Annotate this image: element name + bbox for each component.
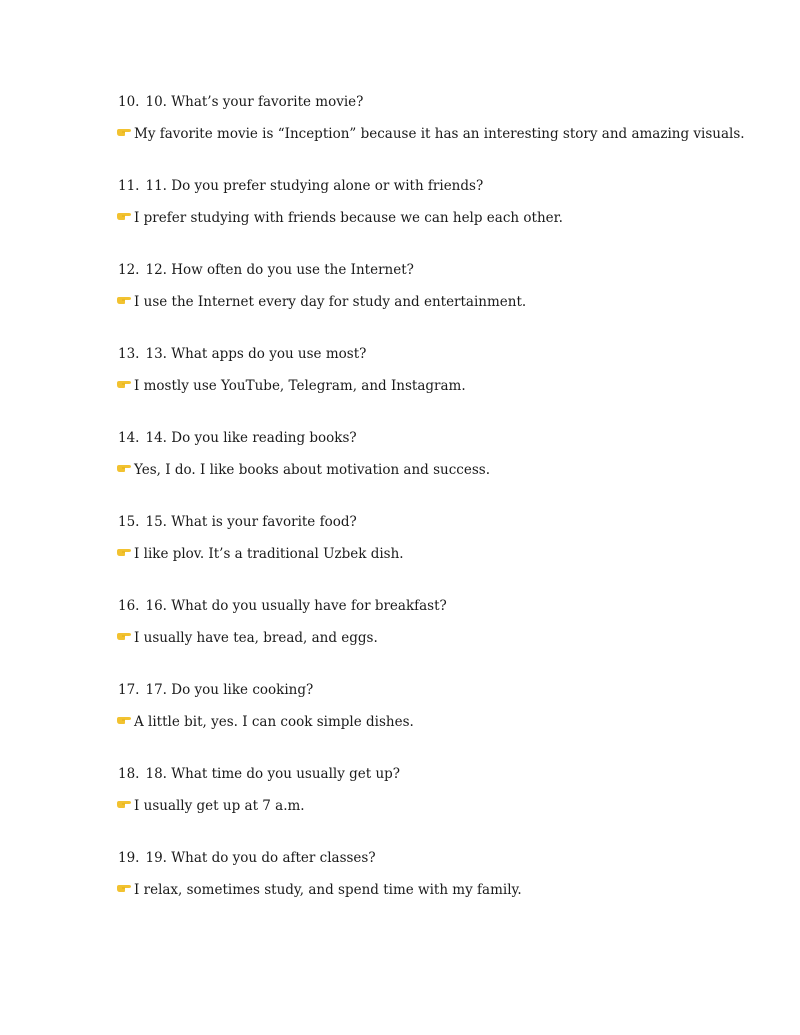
answer <box>116 124 745 144</box>
pointing-hand-icon <box>116 211 132 221</box>
answer-text: I usually get up at 7 a.m. <box>134 798 305 814</box>
question-text: 10. What’s your favorite movie? <box>145 94 364 110</box>
question <box>118 428 357 448</box>
qa-item <box>118 260 758 344</box>
qa-item <box>118 596 758 680</box>
qa-item <box>118 764 758 848</box>
qa-item <box>118 92 758 176</box>
qa-item <box>118 344 758 428</box>
qa-item <box>118 428 758 512</box>
question-number: 12. <box>118 262 140 278</box>
question <box>118 344 366 364</box>
question <box>118 596 447 616</box>
answer-text: I use the Internet every day for study and entertainment. <box>134 294 527 310</box>
question-text: 16. What do you usually have for breakfast? <box>145 598 447 614</box>
question-text: 11. Do you prefer studying alone or with friends? <box>145 178 484 194</box>
pointing-hand-icon <box>116 379 132 389</box>
qa-item <box>118 512 758 596</box>
question-number: 11. <box>118 178 140 194</box>
answer <box>116 544 404 564</box>
pointing-hand-icon <box>116 127 132 137</box>
question <box>118 764 400 784</box>
question-text: 14. Do you like reading books? <box>145 430 357 446</box>
answer-text: Yes, I do. I like books about motivation and success. <box>134 462 490 478</box>
question-text: 13. What apps do you use most? <box>145 346 367 362</box>
answer <box>116 208 563 228</box>
pointing-hand-icon <box>116 463 132 473</box>
answer <box>116 628 378 648</box>
question <box>118 848 376 868</box>
pointing-hand-icon <box>116 631 132 641</box>
answer <box>116 712 414 732</box>
answer-text: I usually have tea, bread, and eggs. <box>134 630 378 646</box>
question-number: 15. <box>118 514 140 530</box>
question-number: 14. <box>118 430 140 446</box>
question-text: 15. What is your favorite food? <box>145 514 357 530</box>
question <box>118 512 357 532</box>
answer <box>116 460 490 480</box>
question-text: 12. How often do you use the Internet? <box>145 262 414 278</box>
question-number: 19. <box>118 850 140 866</box>
question <box>118 92 363 112</box>
question-text: 19. What do you do after classes? <box>145 850 376 866</box>
qa-item <box>118 680 758 764</box>
pointing-hand-icon <box>116 883 132 893</box>
answer-text: I prefer studying with friends because we can help each other. <box>134 210 563 226</box>
answer-text: My favorite movie is “Inception” because it has an interesting story and amazing visuals. <box>134 126 745 142</box>
answer <box>116 292 526 312</box>
answer-text: I mostly use YouTube, Telegram, and Instagram. <box>134 378 466 394</box>
pointing-hand-icon <box>116 715 132 725</box>
pointing-hand-icon <box>116 547 132 557</box>
answer-text: I relax, sometimes study, and spend time with my family. <box>134 882 522 898</box>
answer <box>116 376 466 396</box>
question-number: 13. <box>118 346 140 362</box>
question-number: 18. <box>118 766 140 782</box>
question-text: 18. What time do you usually get up? <box>145 766 401 782</box>
question-number: 16. <box>118 598 140 614</box>
answer-text: I like plov. It’s a traditional Uzbek dish. <box>134 546 404 562</box>
pointing-hand-icon <box>116 295 132 305</box>
question-number: 17. <box>118 682 140 698</box>
question <box>118 260 414 280</box>
question-text: 17. Do you like cooking? <box>145 682 314 698</box>
qa-item <box>118 848 758 932</box>
qa-item <box>118 176 758 260</box>
question <box>118 680 313 700</box>
answer <box>116 880 522 900</box>
answer-text: A little bit, yes. I can cook simple dishes. <box>134 714 414 730</box>
pointing-hand-icon <box>116 799 132 809</box>
question-number: 10. <box>118 94 140 110</box>
question <box>118 176 483 196</box>
answer <box>116 796 305 816</box>
qa-list <box>118 92 758 932</box>
